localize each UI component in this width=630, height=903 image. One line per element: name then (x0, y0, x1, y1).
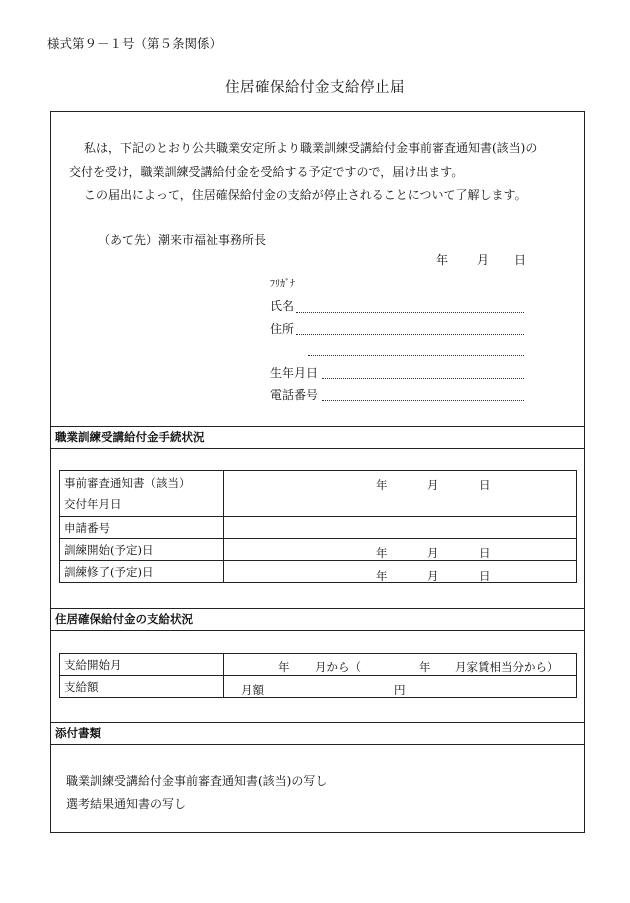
training-end-value-cell[interactable] (223, 561, 576, 583)
end-day-label: 日 (479, 569, 491, 583)
start-day-label: 日 (479, 546, 491, 560)
rent-year-label: 年 (419, 660, 431, 674)
monthly-amount-label: 月額 (241, 683, 264, 697)
section-attachments-heading: 添付書類 (50, 722, 585, 745)
rent-suffix-label: 月家賃相当分から） (455, 660, 559, 674)
table-row (60, 471, 577, 517)
address-field-line-1[interactable] (296, 334, 524, 335)
document-title: 住居確保給付金支給停止届 (225, 80, 405, 96)
declaration-line-2: 交付を受け，職業訓練受講給付金を受給する予定ですので，届け出ます。 (69, 165, 464, 179)
payment-start-month-label: 支給開始月 (60, 654, 224, 676)
training-end-label: 訓練修了(予定)日 (60, 561, 224, 583)
notice-day-label: 日 (479, 478, 491, 492)
date-day-label: 日 (514, 253, 527, 267)
attachment-item-1: 職業訓練受講給付金事前審査通知書(該当)の写し (66, 774, 328, 788)
phone-label: 電話番号 (270, 388, 319, 402)
application-number-value-cell[interactable] (223, 517, 576, 539)
declaration-line-1: 私は，下記のとおり公共職業安定所より職業訓練受講給付金事前審査通知書(該当)の (84, 141, 538, 155)
payment-amount-label: 支給額 (60, 676, 224, 698)
name-label: 氏名 (270, 299, 295, 313)
notice-label-line-1: 事前審査通知書（該当） (64, 475, 191, 490)
declaration-line-3: この届出によって，住居確保給付金の支給が停止されることについて了解します。 (84, 188, 527, 202)
date-month-label: 月 (477, 253, 490, 267)
start-month-from-label: 月から（ (315, 660, 361, 674)
name-field[interactable] (296, 312, 524, 313)
section-housing-benefit-heading: 住居確保給付金の支給状況 (50, 608, 585, 631)
addressee: （あて先）潮来市福祉事務所長 (98, 233, 267, 247)
birthdate-field[interactable] (322, 378, 524, 379)
start-month-year-label: 年 (278, 660, 290, 674)
notice-year-label: 年 (376, 478, 388, 492)
table-row (60, 539, 577, 561)
training-start-label: 訓練開始(予定)日 (60, 539, 224, 561)
address-field-line-2[interactable] (308, 355, 524, 356)
start-year-label: 年 (376, 546, 388, 560)
application-number-label: 申請番号 (60, 517, 224, 539)
end-year-label: 年 (376, 569, 388, 583)
training-benefit-table (59, 470, 577, 583)
start-month-label: 月 (427, 546, 439, 560)
table-row (60, 561, 577, 583)
furigana-label: ﾌﾘｶﾞﾅ (270, 279, 295, 290)
section-training-benefit-heading: 職業訓練受講給付金手続状況 (50, 426, 585, 449)
form-number: 様式第９－１号（第５条関係） (47, 36, 223, 51)
end-month-label: 月 (427, 569, 439, 583)
notice-date-label-cell (60, 471, 224, 517)
notice-date-value-cell[interactable] (223, 471, 576, 517)
notice-month-label: 月 (427, 478, 439, 492)
attachment-item-2: 選考結果通知書の写し (66, 797, 187, 811)
training-start-value-cell[interactable] (223, 539, 576, 561)
address-label: 住所 (270, 322, 295, 336)
phone-field[interactable] (322, 400, 524, 401)
birthdate-label: 生年月日 (270, 366, 319, 380)
table-row (60, 517, 577, 539)
notice-label-line-2: 交付年月日 (64, 496, 122, 511)
yen-label: 円 (394, 683, 406, 697)
date-year-label: 年 (436, 253, 449, 267)
table-row (60, 676, 577, 698)
